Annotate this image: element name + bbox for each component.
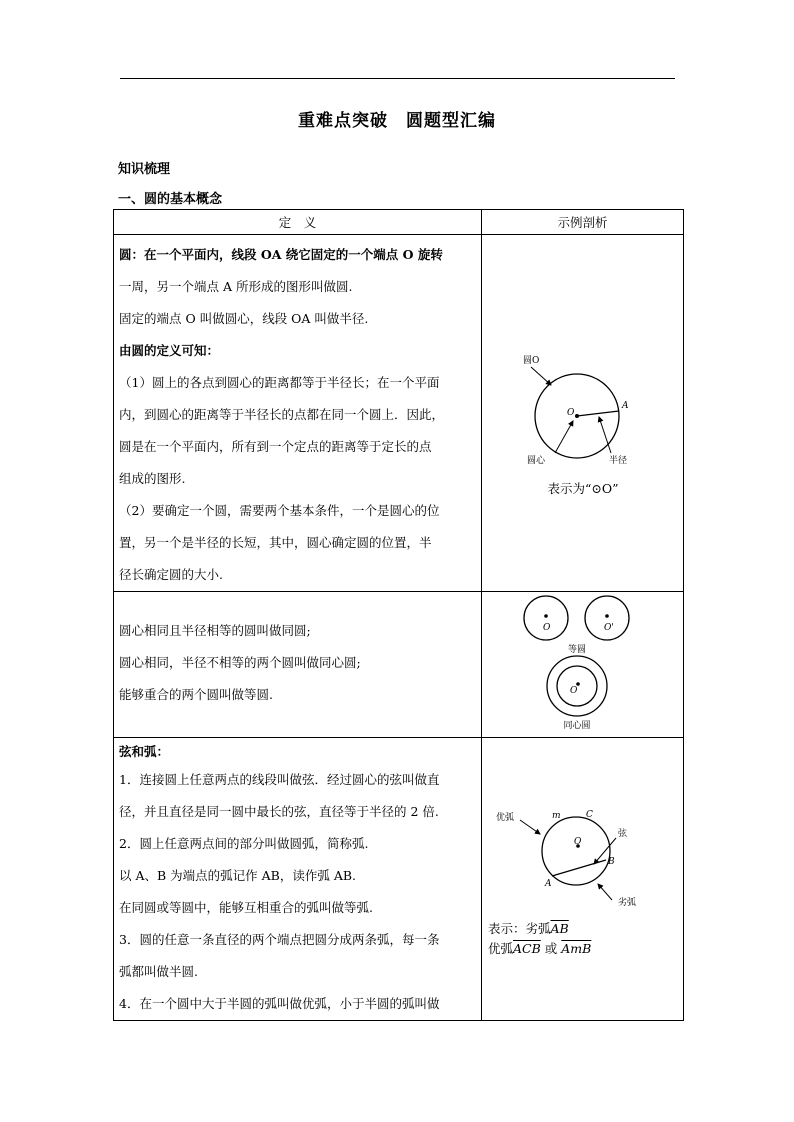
table-row bbox=[114, 592, 684, 738]
definition-line: 由圆的定义可知： bbox=[119, 343, 220, 358]
example-cell bbox=[482, 738, 684, 1021]
definition-line: 圆是在一个平面内，所有到一个定点的距离等于定长的点 bbox=[119, 439, 432, 454]
concept-table bbox=[113, 209, 684, 1021]
definition-line: （1）圆上的各点到圆心的距离都等于半径长；在一个平面 bbox=[119, 375, 440, 390]
arc-caption-2 bbox=[482, 939, 683, 959]
definition-line: 弧都叫做半圆. bbox=[119, 964, 198, 979]
table-header-row bbox=[114, 210, 684, 235]
label-a: A bbox=[545, 879, 552, 889]
chord-ab bbox=[552, 860, 606, 876]
label-c: C bbox=[586, 810, 593, 820]
label-m: m bbox=[552, 811, 561, 821]
definition-line: 径，并且直径是同一圆中最长的弦，直径等于半径的 2 倍. bbox=[119, 804, 439, 819]
arc-amb: $\overline{AmB}$ bbox=[561, 941, 592, 956]
circle-figure bbox=[483, 353, 683, 513]
definition-line: 径长确定圆的大小. bbox=[119, 567, 223, 582]
label-center: 圆心 bbox=[526, 456, 545, 466]
definition-line: 4．在一个圆中大于半圆的弧叫做优弧，小于半圆的弧叫做 bbox=[119, 996, 440, 1011]
center-dot bbox=[544, 614, 548, 618]
arc-caption-1 bbox=[482, 919, 683, 939]
definition-line: 1．连接圆上任意两点的线段叫做弦．经过圆心的弦叫做直 bbox=[119, 772, 440, 787]
section-heading: 知识梳理 bbox=[118, 162, 171, 177]
definition-line: 内，到圆心的距离等于半径长的点都在同一个圆上．因此， bbox=[119, 407, 445, 422]
label-o3: O bbox=[569, 686, 577, 696]
equal-circle-2 bbox=[585, 596, 629, 640]
center-dot bbox=[605, 614, 609, 618]
caption-or: 或 bbox=[544, 941, 558, 956]
example-cell bbox=[482, 235, 684, 592]
label-a: A bbox=[621, 401, 628, 411]
table-row bbox=[114, 738, 684, 1021]
arrow-major-arc bbox=[520, 820, 540, 834]
arc-figure bbox=[482, 790, 682, 920]
table-row bbox=[114, 235, 684, 592]
header-example: 示例剖析 bbox=[482, 210, 684, 235]
radius-line bbox=[577, 411, 619, 416]
definition-line: 置，另一个是半径的长短，其中，圆心确定圆的位置，半 bbox=[119, 535, 432, 550]
definition-line: 以 A、B 为端点的弧记作 AB，读作弧 AB. bbox=[119, 868, 357, 883]
label-concentric: 同心圆 bbox=[562, 721, 591, 731]
circle-o bbox=[542, 817, 610, 885]
definition-line: 3．圆的任意一条直径的两个端点把圆分成两条弧，每一条 bbox=[119, 932, 440, 947]
definition-line: 组成的图形. bbox=[119, 471, 186, 486]
definition-cell bbox=[114, 592, 482, 738]
definition-cell bbox=[114, 235, 482, 592]
label-chord: 弦 bbox=[618, 829, 628, 839]
definition-cell bbox=[114, 738, 482, 1021]
subsection-heading: 一、圆的基本概念 bbox=[118, 192, 223, 207]
definition-line: 圆：在一个平面内，线段 OA 绕它固定的一个端点 O 旋转 bbox=[119, 247, 443, 262]
label-equal-circles: 等圆 bbox=[567, 645, 586, 655]
arc-acb: $\overline{ACB}$ bbox=[513, 941, 541, 956]
label-b: B bbox=[608, 857, 615, 867]
center-dot bbox=[575, 414, 579, 418]
caption-prefix: 表示：劣弧 bbox=[488, 921, 551, 936]
definition-line: （2）要确定一个圆，需要两个基本条件，一个是圆心的位 bbox=[119, 503, 440, 518]
equal-circle-1 bbox=[524, 596, 568, 640]
definition-line: 固定的端点 O 叫做圆心，线段 OA 叫做半径. bbox=[119, 311, 369, 326]
header-rule bbox=[120, 78, 675, 79]
label-minor-arc: 劣弧 bbox=[618, 898, 637, 908]
arrow-center bbox=[555, 421, 573, 453]
definition-line: 2．圆上任意两点间的部分叫做圆弧，简称弧. bbox=[119, 836, 369, 851]
header-definition: 定 义 bbox=[114, 210, 482, 235]
page-title: 重难点突破 圆题型汇编 bbox=[298, 111, 496, 131]
example-cell bbox=[482, 592, 684, 738]
label-radius: 半径 bbox=[608, 456, 627, 466]
definition-line: 圆心相同，半径不相等的两个圆叫做同心圆; bbox=[119, 655, 361, 670]
definition-line: 一周，另一个端点 A 所形成的图形叫做圆. bbox=[119, 279, 353, 294]
circles-figure bbox=[483, 594, 683, 734]
label-o1: O bbox=[542, 623, 550, 633]
definition-line: 在同圆或等圆中，能够互相重合的弧叫做等弧. bbox=[119, 900, 373, 915]
arrow-minor-arc bbox=[598, 884, 612, 900]
definition-line: 能够重合的两个圆叫做等圆. bbox=[119, 687, 273, 702]
fig-caption: 表示为“⊙O” bbox=[546, 481, 619, 496]
label-o2: O' bbox=[603, 623, 614, 633]
label-o: O bbox=[574, 837, 582, 847]
caption-prefix: 优弧 bbox=[488, 941, 514, 956]
arrow-circle bbox=[531, 367, 551, 385]
label-o: O bbox=[566, 408, 574, 418]
label-major-arc: 优弧 bbox=[496, 813, 515, 823]
definition-heading: 弦和弧： bbox=[119, 744, 170, 759]
definition-line: 圆心相同且半径相等的圆叫做同圆; bbox=[119, 623, 311, 638]
label-circle-o: 圆O bbox=[522, 356, 539, 366]
arc-ab: $\overline{AB}$ bbox=[550, 921, 569, 936]
